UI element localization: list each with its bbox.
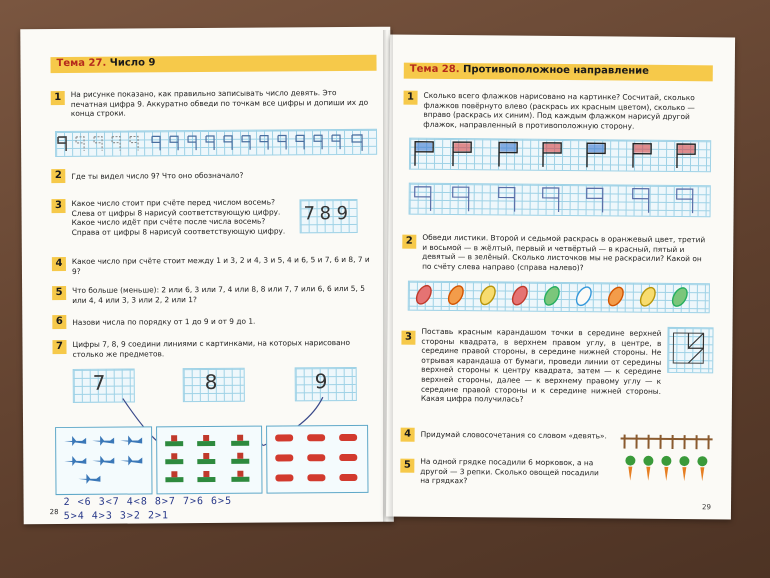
flags-colored: [409, 138, 709, 171]
task-number: 4: [401, 428, 415, 442]
task-text: Придумай словосочетания со словом «девять».: [420, 429, 607, 441]
garden-illustration: [618, 431, 715, 494]
task-text: Какое число стоит при счёте перед числом восемь? Слева от цифры 8 нарисуй соответствующую цифру. Какое число идёт при счёте после числа восемь? Справа от цифры 8 нарисуй соответствующую цифру.: [71, 197, 286, 237]
task3-digit-after: 9: [336, 203, 349, 225]
task7-digit-8: 8: [204, 369, 218, 395]
task3-digit-before: 7: [303, 203, 316, 225]
task-text: На одной грядке посадили 6 морковок, а на другой — 3 репки. Сколько овощей посадили на грядках?: [420, 456, 599, 486]
right-header: [404, 63, 713, 82]
task-text: Где ты видел число 9? Что оно обозначало?: [71, 170, 244, 181]
task3-digit-eight: 8: [319, 203, 332, 225]
left-topic: Тема 27.: [56, 57, 107, 70]
task7-digit-9: 9: [314, 369, 328, 394]
left-page: [20, 27, 393, 525]
handwriting-line-2: 5>4 4>3 3>2 2>1: [63, 510, 170, 523]
task-number: 2: [402, 235, 416, 249]
right-page: [386, 35, 735, 520]
task-text: Обведи листики. Второй и седьмой раскрась в оранжевый цвет, третий и восьмой — в жёлтый, первый и четвёртый — в красный, пятый и девятый — в зелёный. Сколько листочков мы не раскрасили? Какой он по счёту слева направо (справа налево)?: [422, 232, 706, 272]
right-title: Противоположное направление: [462, 64, 650, 77]
left-header: [50, 55, 376, 73]
task-text: На рисунке показано, как правильно записывать число девять. Это печатная цифра 9. Аккуратно обведи по точкам все цифры и допиши их до конца строки.: [70, 88, 369, 119]
task-text: Сколько всего флажков нарисовано на картинке? Сосчитай, сколько флажков повёрнуто влево (раскрась их красным цветом), сколько — вправо (раскрась их синим). Под каждым флажком нарисуй другой флажок, направленный в противоположную сторону.: [423, 90, 695, 131]
book-spine: [383, 30, 393, 522]
leaf-icons: [408, 281, 708, 312]
task-number: 6: [52, 315, 66, 329]
task-number: 2: [51, 169, 65, 183]
flags-drawn: [409, 183, 709, 216]
drawn-nine: [667, 327, 711, 371]
boats-picture[interactable]: [156, 426, 262, 495]
airplanes-picture[interactable]: [55, 426, 152, 495]
task-number: 5: [52, 286, 66, 300]
task-text: Цифры 7, 8, 9 соедини линиями с картинками, на которых нарисовано столько же предметов.: [72, 338, 351, 359]
car-icons: [267, 426, 367, 493]
task-number: 3: [401, 331, 415, 345]
page-number: 29: [702, 503, 712, 512]
task-number: 3: [51, 199, 65, 213]
task-text: Поставь красным карандашом точки в середине верхней стороны квадрата, в верхнем правом углу, в центре, в середине правой стороны, в середине нижней стороны. Не отрывая карандаша от бумаги, проведи линии от середины верхней стороны к центру квадрата, затем — к середине верхней стороны, далее — к верхнему правому углу — к середине правой стороны и к середине нижней стороны. Какая цифра получилась?: [420, 326, 662, 404]
task-number: 4: [52, 257, 66, 271]
traced-nines: [55, 129, 375, 157]
right-topic: Тема 28.: [409, 63, 460, 76]
airplane-icons: [56, 427, 151, 494]
task-number: 5: [400, 459, 414, 473]
boat-icons: [157, 427, 261, 494]
handwriting-line-1: 2 <6 3<7 4<8 8>7 7>6 6>5: [63, 495, 233, 509]
task-text: Какое число при счёте стоит между 1 и 3, 2 и 4, 3 и 5, 4 и 6, 5 и 7, 6 и 8, 7 и 9?: [71, 254, 370, 276]
task-number: 1: [51, 91, 65, 105]
task-text: Назови числа по порядку от 1 до 9 и от 9 до 1.: [72, 316, 256, 327]
task-number: 1: [403, 91, 417, 105]
left-title: Число 9: [109, 57, 156, 69]
task7-digit-7: 7: [92, 370, 106, 395]
task-number: 7: [52, 340, 66, 354]
page-number: 28: [49, 508, 59, 517]
task-text: Что больше (меньше): 2 или 6, 3 или 7, 4 или 8, 8 или 7, 7 или 6, 6 или 5, 5 или 4, 4 или 3, 3 или 2, 2 или 1?: [72, 283, 365, 305]
cars-picture[interactable]: [266, 425, 368, 494]
